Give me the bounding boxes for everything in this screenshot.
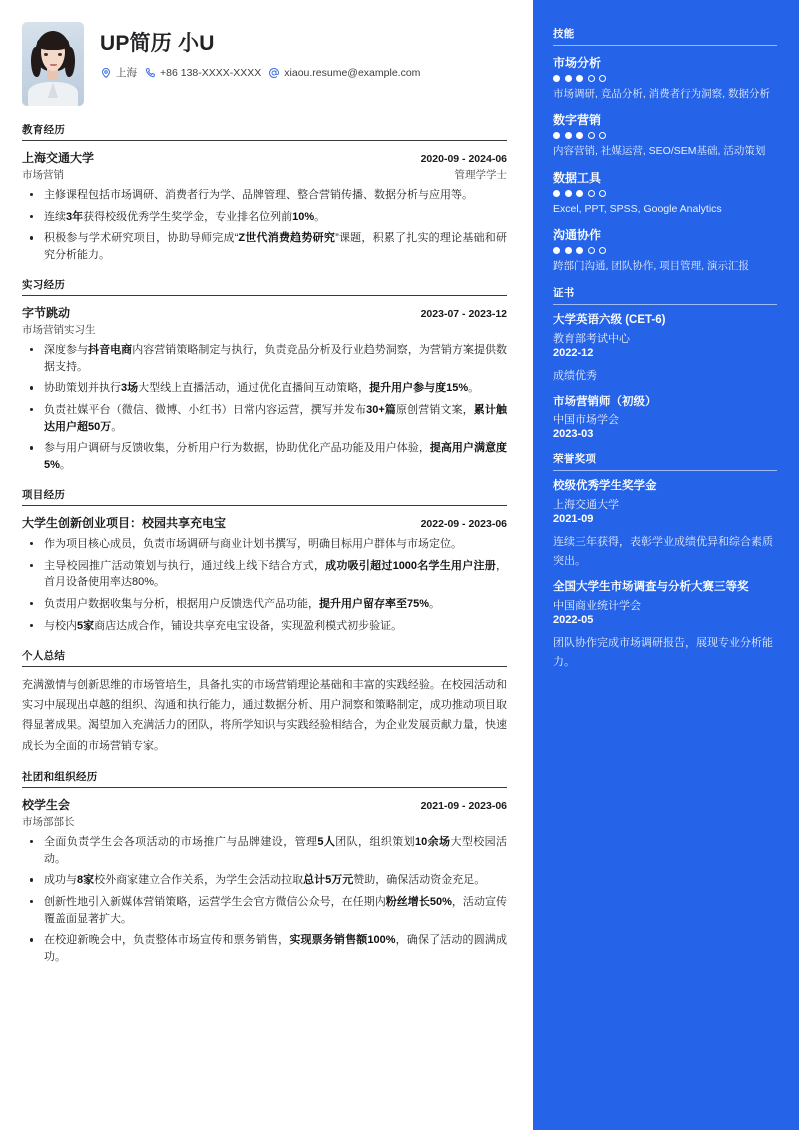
certificate-item-name: 市场营销师（初级）	[553, 395, 657, 408]
entry-date-range: 2020-09 - 2024-06	[420, 153, 507, 165]
entry-subheader-row	[22, 167, 507, 182]
entry-role: 市场营销实习生	[22, 323, 96, 336]
entry-header-row	[22, 514, 507, 531]
skill-dot-filled	[576, 247, 583, 254]
sidebar-skills-title: 技能	[553, 26, 777, 46]
bullet-item: 全面负责学生会各项活动的市场推广与品牌建设，管理5人团队，组织策划10余场大型校园活动。	[22, 834, 507, 867]
skill-level-dots	[553, 247, 777, 254]
skill-dot-filled	[576, 190, 583, 197]
skill-dot-empty	[599, 247, 606, 254]
section-organizations	[22, 769, 507, 966]
skill-item	[553, 169, 777, 217]
skill-keywords: Excel, PPT, SPSS, Google Analytics	[553, 202, 722, 215]
award-item-name: 校级优秀学生奖学金	[553, 480, 657, 493]
bullet-item: 作为项目核心成员，负责市场调研与商业计划书撰写，明确目标用户群体与市场定位。	[22, 536, 507, 553]
bullet-item: 创新性地引入新媒体营销策略，运营学生会官方微信公众号，在任期内粉丝增长50%，活动宣传覆盖面显著扩大。	[22, 894, 507, 927]
skill-dot-empty	[599, 190, 606, 197]
skill-name: 数字营销	[553, 113, 602, 128]
section-title: 教育经历	[22, 122, 507, 141]
contact-phone-text: +86 138-XXXX-XXXX	[160, 66, 262, 79]
sidebar-section-awards	[553, 451, 777, 672]
skill-item	[553, 111, 777, 159]
sidebar-section-skills	[553, 26, 777, 274]
award-item-name: 全国大学生市场调查与分析大赛三等奖	[553, 581, 749, 594]
skill-keywords: 市场调研, 竞品分析, 消费者行为洞察, 数据分析	[553, 88, 771, 100]
entry-header-row	[22, 304, 507, 321]
email-at-icon	[268, 67, 280, 79]
skill-dot-empty	[588, 75, 595, 82]
skill-dot-filled	[576, 75, 583, 82]
bullet-item: 负责用户数据收集与分析，根据用户反馈迭代产品功能，提升用户留存率至75%。	[22, 596, 507, 613]
bullet-item: 在校迎新晚会中，负责整体市场宣传和票务销售，实现票务销售额100%，确保了活动的圆满成功。	[22, 932, 507, 965]
section-title: 项目经历	[22, 487, 507, 506]
contact-location	[100, 65, 137, 80]
entry-organization: 大学生创新创业项目：校园共享充电宝	[22, 515, 227, 530]
entry-date-range: 2023-07 - 2023-12	[420, 307, 507, 320]
resume-sections	[22, 122, 507, 966]
skill-dot-filled	[565, 132, 572, 139]
entry-subheader-row	[22, 814, 507, 829]
experience-entry	[22, 304, 507, 474]
award-item-issuer: 中国商业统计学会	[553, 599, 641, 612]
bullet-item: 主修课程包括市场调研、消费者行为学、品牌管理、整合营销传播、数据分析与应用等。	[22, 187, 507, 204]
certificate-item-date: 2022-12	[553, 346, 594, 359]
certificate-item	[553, 313, 777, 386]
skill-level-dots	[553, 132, 777, 139]
bullet-item: 与校内5家商店达成合作，铺设共享充电宝设备，实现盈利模式初步验证。	[22, 618, 507, 635]
page-title: UP简历 小U	[100, 32, 215, 55]
skill-dot-filled	[553, 132, 560, 139]
entry-date-range: 2021-09 - 2023-06	[420, 799, 507, 812]
phone-icon	[144, 67, 156, 79]
bullet-item: 负责社媒平台（微信、微博、小红书）日常内容运营，撰写并发布30+篇原创营销文案，累计触达用户超50万。	[22, 402, 507, 435]
skill-dot-empty	[588, 132, 595, 139]
certificate-item-issuer: 教育部考试中心	[553, 332, 630, 345]
portrait-photo	[22, 22, 84, 106]
location-pin-icon	[100, 67, 112, 79]
award-item-date: 2021-09	[553, 512, 594, 525]
entry-header-row	[22, 796, 507, 813]
section-title: 个人总结	[22, 648, 507, 667]
skill-dot-filled	[576, 132, 583, 139]
award-item	[553, 479, 777, 571]
award-item-description: 团队协作完成市场调研报告，展现专业分析能力。	[553, 636, 773, 669]
contact-email-text: xiaou.resume@example.com	[284, 66, 421, 79]
skill-list	[553, 54, 777, 274]
entry-organization: 字节跳动	[22, 305, 71, 320]
resume-sidebar	[533, 0, 799, 1130]
skill-level-dots	[553, 75, 777, 82]
skill-level-dots	[553, 190, 777, 197]
sidebar-certificates-title: 证书	[553, 285, 777, 305]
entry-subheader-row	[22, 322, 507, 337]
bullet-list	[22, 834, 507, 966]
entry-organization: 上海交通大学	[22, 151, 95, 165]
skill-keywords: 内容营销, 社媒运营, SEO/SEM基础, 活动策划	[553, 145, 766, 158]
bullet-list	[22, 342, 507, 474]
section-education	[22, 122, 507, 264]
section-internship	[22, 277, 507, 474]
award-item	[553, 580, 777, 672]
award-list	[553, 479, 777, 672]
skill-dot-filled	[565, 75, 572, 82]
skill-dot-filled	[553, 75, 560, 82]
sidebar-awards-title: 荣誉奖项	[553, 451, 777, 471]
entry-extra: 管理学学士	[454, 169, 507, 181]
entry-header-row	[22, 149, 507, 166]
bullet-item: 成功与8家校外商家建立合作关系，为学生会活动拉取总计5万元赞助，确保活动资金充足。	[22, 872, 507, 889]
experience-entry	[22, 149, 507, 264]
section-summary	[22, 648, 507, 756]
skill-dot-filled	[565, 190, 572, 197]
skill-dot-filled	[565, 247, 572, 254]
experience-entry	[22, 514, 507, 635]
skill-dot-empty	[588, 247, 595, 254]
entry-role: 市场部部长	[22, 815, 75, 828]
bullet-list	[22, 536, 507, 635]
section-title: 社团和组织经历	[22, 769, 507, 788]
bullet-item: 深度参与抖音电商内容营销策略制定与执行，负责竞品分析及行业趋势洞察，为营销方案提供数据支持。	[22, 342, 507, 375]
header-text	[100, 22, 420, 80]
skill-dot-empty	[599, 75, 606, 82]
skill-name: 沟通协作	[553, 227, 602, 242]
contact-phone	[144, 67, 261, 79]
sidebar-section-certificates	[553, 285, 777, 440]
skill-item	[553, 54, 777, 102]
section-projects	[22, 487, 507, 635]
award-item-issuer: 上海交通大学	[553, 498, 619, 511]
certificate-item-description: 成绩优秀	[553, 369, 597, 382]
section-title: 实习经历	[22, 277, 507, 296]
resume-header	[22, 22, 507, 106]
contact-line	[100, 65, 420, 80]
contact-location-text: 上海	[116, 67, 137, 80]
bullet-list	[22, 187, 507, 264]
skill-dot-filled	[553, 190, 560, 197]
bullet-item: 参与用户调研与反馈收集，分析用户行为数据，协助优化产品功能及用户体验，提高用户满意度5%。	[22, 440, 507, 473]
skill-dot-filled	[553, 247, 560, 254]
entry-organization: 校学生会	[22, 797, 71, 812]
bullet-item: 连续3年获得校级优秀学生奖学金，专业排名位列前10%。	[22, 209, 507, 226]
summary-text: 充满激情与创新思维的市场管培生，具备扎实的市场营销理论基础和丰富的实践经验。在校园活动和实习中展现出卓越的组织、沟通和执行能力，通过数据分析、用户洞察和策略制定，成功推动项目取得显著成果。渴望加入充满活力的团队，将所学知识与实践经验相结合，为企业发展贡献力量，快速成长为全面的市场营销专家。	[22, 678, 507, 752]
award-item-description: 连续三年获得，表彰学业成绩优异和综合素质突出。	[553, 535, 773, 568]
skill-name: 市场分析	[553, 56, 602, 70]
certificate-item-name: 大学英语六级 (CET-6)	[553, 314, 666, 327]
bullet-item: 协助策划并执行3场大型线上直播活动，通过优化直播间互动策略，提升用户参与度15%。	[22, 380, 507, 397]
experience-entry	[22, 796, 507, 966]
bullet-item: 积极参与学术研究项目，协助导师完成“Z世代消费趋势研究”课题，积累了扎实的理论基础和研究分析能力。	[22, 230, 507, 263]
certificate-item-date: 2023-03	[553, 428, 594, 441]
award-item-date: 2022-05	[553, 613, 594, 626]
bullet-item: 主导校园推广活动策划与执行，通过线上线下结合方式，成功吸引超过1000名学生用户注册，首月设备使用率达80%。	[22, 558, 507, 591]
skill-name: 数据工具	[553, 170, 602, 185]
certificate-item-issuer: 中国市场学会	[553, 414, 619, 427]
certificate-item	[553, 395, 777, 441]
certificate-list	[553, 313, 777, 440]
entry-role: 市场营销	[22, 169, 64, 181]
contact-email	[268, 67, 420, 79]
skill-item	[553, 226, 777, 274]
skill-keywords: 跨部门沟通, 团队协作, 项目管理, 演示汇报	[553, 259, 750, 272]
skill-dot-empty	[588, 190, 595, 197]
skill-dot-empty	[599, 132, 606, 139]
entry-date-range: 2022-09 - 2023-06	[420, 517, 507, 530]
